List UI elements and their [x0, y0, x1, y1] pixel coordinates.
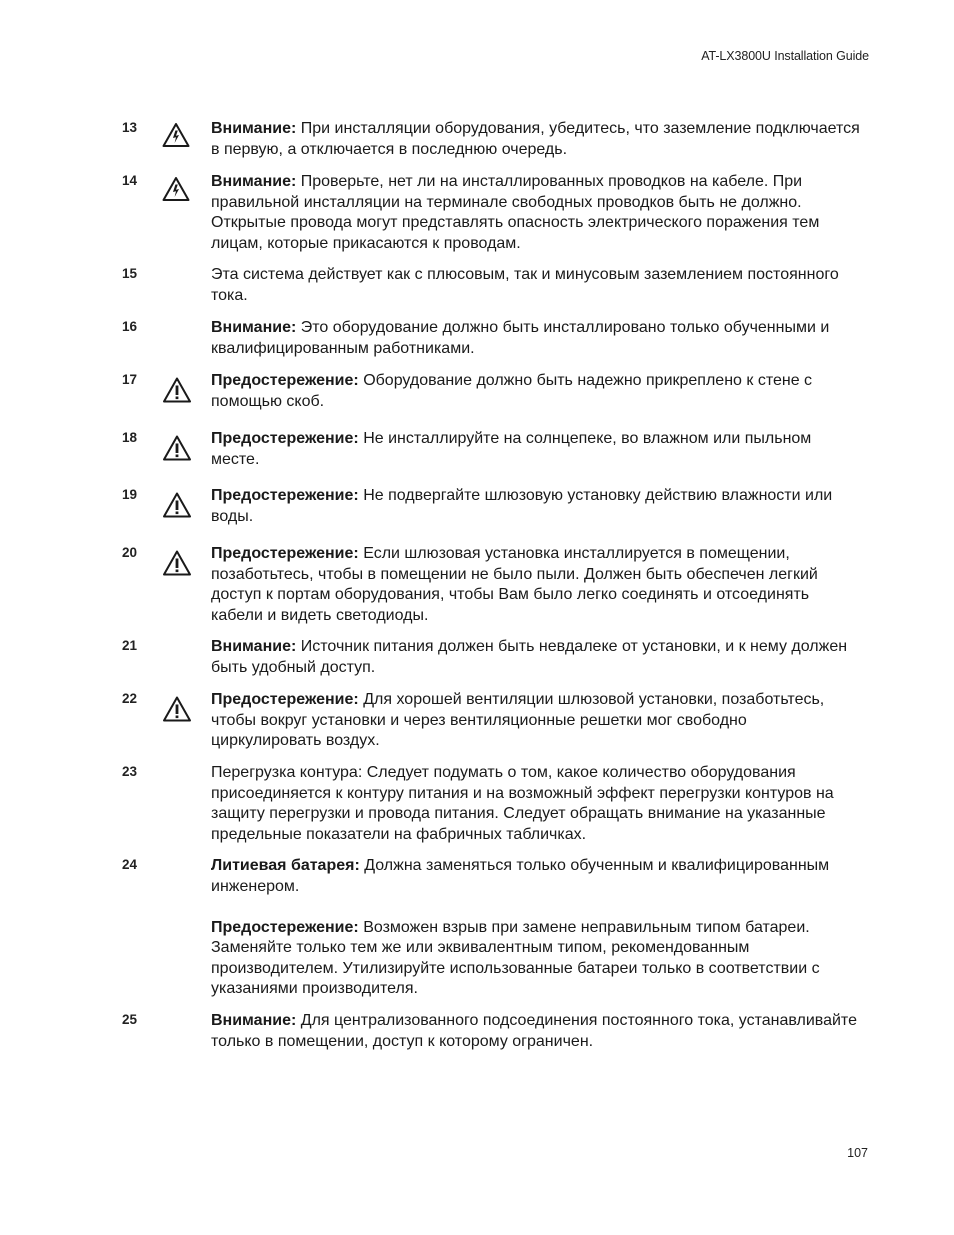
item-body: Не подвергайте шлюзовую установку действию влажности или воды.: [211, 487, 833, 525]
item-text: [211, 690, 861, 752]
item-label: Литиевая батарея:: [211, 857, 360, 874]
page-number: 107: [847, 1146, 868, 1160]
item-number: 15: [122, 266, 138, 281]
item-text: [211, 371, 861, 412]
item-number: 18: [122, 430, 138, 445]
item-number: 14: [122, 173, 138, 188]
caution-icon: [162, 376, 192, 404]
item-paragraph-caution: [211, 918, 861, 1000]
item-label: Предостережение:: [211, 691, 359, 708]
item-number: 24: [122, 857, 138, 872]
item-number: 25: [122, 1012, 138, 1027]
item-body: Проверьте, нет ли на инсталлированных проводков на кабеле. При правильной инсталляции на терминале свободных проводков быть не должно. Открытые провода могут представлять опасность электрического поражения тем лицам, которые прикасаются к проводам.: [211, 173, 820, 252]
item-label: Внимание:: [211, 1012, 297, 1029]
item-body: Перегрузка контура: Следует подумать о том, какое количество оборудования присоединяется к контуру питания и на возможный эффект перегрузки контуров на защиту перегрузки и провода питания. Следует обращать внимание на указанные предельные показатели на фабричных табличках.: [211, 764, 834, 843]
item-label: Предостережение:: [211, 545, 359, 562]
electric-hazard-icon: [162, 176, 190, 202]
item-label: Внимание:: [211, 120, 297, 137]
item-body: Если шлюзовая установка инсталлируется в помещении, позаботьтесь, чтобы в помещении не было пыли. Должен быть обеспечен легкий доступ к портам оборудования, чтобы Вам было легко соединять и отсоединять кабели и видеть светодиоды.: [211, 545, 818, 624]
item-number: 17: [122, 372, 138, 387]
item-body: Для централизованного подсоединения постоянного тока, устанавливайте только в помещении, доступ к которому ограничен.: [211, 1012, 857, 1050]
item-body: При инсталляции оборудования, убедитесь, что заземление подключается в первую, а отключается в последнюю очередь.: [211, 120, 860, 158]
item-label: Предостережение:: [211, 487, 359, 504]
item-body: Должна заменяться только обученным и квалифицированным инженером.: [211, 857, 830, 895]
item-label: Предостережение:: [211, 918, 359, 936]
item-text: [211, 119, 861, 160]
item-body: Не инсталлируйте на солнцепеке, во влажном или пыльном месте.: [211, 430, 812, 468]
caution-icon: [162, 695, 192, 723]
item-number: 16: [122, 319, 138, 334]
item-text: [211, 486, 861, 527]
item-label: Внимание:: [211, 638, 297, 655]
item-body: Источник питания должен быть невдалеке от установки, и к нему должен быть удобный доступ.: [211, 638, 848, 676]
item-label: Внимание:: [211, 319, 297, 336]
item-text: [211, 318, 861, 359]
item-number: 20: [122, 545, 138, 560]
item-number: 21: [122, 638, 138, 653]
item-text: [211, 1011, 861, 1052]
item-label: Предостережение:: [211, 372, 359, 389]
item-body: Оборудование должно быть надежно прикреплено к стене с помощью скоб.: [211, 372, 813, 410]
item-text: [211, 429, 861, 470]
item-body: Для хорошей вентиляции шлюзовой установки, позаботьтесь, чтобы вокруг установки и через вентиляционные решетки мог свободно циркулировать воздух.: [211, 691, 825, 749]
item-text: [211, 856, 861, 1000]
item-text: [211, 265, 861, 306]
caution-icon: [162, 434, 192, 462]
item-label: Внимание:: [211, 173, 297, 190]
item-paragraph: [211, 856, 861, 897]
item-number: 13: [122, 120, 138, 135]
item-body: Возможен взрыв при замене неправильным типом батареи. Заменяйте только тем же или эквивалентным типом, рекомендованным производителем. Утилизируйте использованные батареи только в соответствии с указаниями производителя.: [211, 918, 820, 997]
item-number: 22: [122, 691, 138, 706]
item-body: Это оборудование должно быть инсталлировано только обученными и квалифицированным работниками.: [211, 319, 830, 357]
caution-icon: [162, 491, 192, 519]
item-number: 23: [122, 764, 138, 779]
item-body: Эта система действует как с плюсовым, так и минусовым заземлением постоянного тока.: [211, 266, 839, 304]
electric-hazard-icon: [162, 122, 190, 148]
caution-icon: [162, 549, 192, 577]
running-header: AT-LX3800U Installation Guide: [701, 49, 869, 63]
item-text: [211, 544, 861, 626]
item-number: 19: [122, 487, 138, 502]
item-text: [211, 172, 861, 254]
item-text: [211, 763, 861, 845]
item-label: Предостережение:: [211, 430, 359, 447]
item-text: [211, 637, 861, 678]
